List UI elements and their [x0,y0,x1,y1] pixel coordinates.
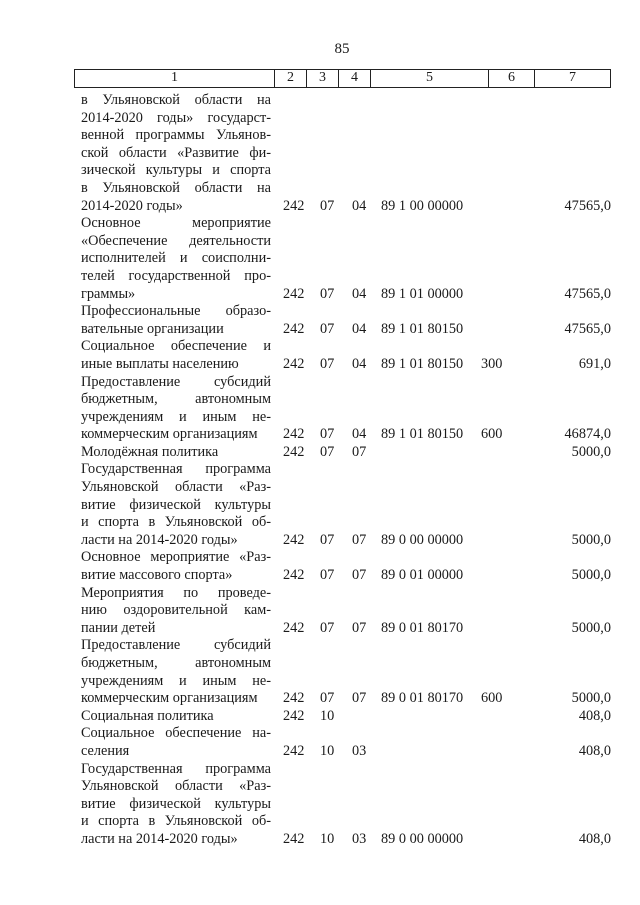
table-row [81,444,611,462]
row-codes [271,356,611,374]
amount: 5000,0 [571,567,611,584]
target-item-code: 89 0 00 00000 [381,830,464,847]
description-line: Государственная программа [81,461,271,478]
description-line: селения [81,742,130,759]
section-code: 07 [320,285,335,302]
description-line: и спорта в Ульяновской об- [81,514,271,531]
description-line: и спорта в Ульяновской об- [81,813,271,830]
description-line: Ульяновской области «Раз- [81,778,271,795]
target-item-code: 89 0 01 80170 [381,619,464,636]
admin-code: 242 [283,355,305,372]
table-row [81,549,611,584]
amount: 47565,0 [564,320,611,337]
table-row [81,338,611,373]
target-item-code: 89 1 00 00000 [381,197,464,214]
subsection-code: 04 [352,320,367,337]
amount: 5000,0 [571,531,611,548]
table-row [81,374,611,444]
table-row [81,92,611,215]
section-code: 10 [320,830,335,847]
amount: 408,0 [578,742,611,759]
row-description [81,215,271,303]
description-line: венной программы Ульянов- [81,127,271,144]
description-line: витие физической культуры [81,496,271,513]
admin-code: 242 [283,285,305,302]
admin-code: 242 [283,197,305,214]
row-description [81,637,271,707]
page-number: 85 [334,41,350,57]
description-line: 2014-2020 годы» [81,197,183,214]
table-row [81,761,611,849]
target-item-code: 89 1 01 00000 [381,285,464,302]
description-line: Ульяновской области «Раз- [81,479,271,496]
admin-code: 242 [283,619,305,636]
table-row [81,303,611,338]
admin-code: 242 [283,830,305,847]
row-description [81,725,271,760]
description-line: исполнителей и соисполни- [81,250,271,267]
row-description [81,461,271,549]
amount: 47565,0 [564,285,611,302]
description-line: нию оздоровительной кам- [81,602,271,619]
target-item-code: 89 1 01 80150 [381,426,464,443]
row-codes [271,831,611,849]
column-header-table [74,69,611,88]
subsection-code: 04 [352,426,367,443]
amount: 5000,0 [571,690,611,707]
row-description [81,303,271,338]
row-codes [271,444,611,462]
admin-code: 242 [283,690,305,707]
description-line: Основное мероприятие [81,215,271,232]
column-header-1: 1 [75,70,275,88]
subsection-code: 07 [352,619,367,636]
admin-code: 242 [283,567,305,584]
subsection-code: 07 [352,567,367,584]
description-line: Молодёжная политика [81,443,219,460]
row-codes [271,321,611,339]
target-item-code: 89 0 01 80170 [381,690,464,707]
expense-type-code: 600 [481,426,503,443]
description-line: телей государственной про- [81,267,271,284]
admin-code: 242 [283,320,305,337]
amount: 5000,0 [571,443,611,460]
row-description [81,549,271,584]
description-line: бюджетным, автономным [81,655,271,671]
expense-type-code: 600 [481,690,503,707]
row-description [81,708,271,726]
subsection-code: 03 [352,830,367,847]
description-line: пании детей [81,619,156,636]
amount: 46874,0 [564,426,611,443]
row-codes [271,620,611,638]
amount: 408,0 [578,707,611,724]
row-codes [271,690,611,708]
section-code: 07 [320,197,335,214]
amount: 5000,0 [571,619,611,636]
column-header-3: 3 [307,70,339,88]
row-codes [271,286,611,304]
table-row [81,637,611,707]
section-code: 07 [320,690,335,707]
expense-type-code: 300 [481,355,503,372]
description-line: зической культуры и спорта [81,162,271,179]
budget-table-body [81,92,611,849]
column-header-6: 6 [489,70,535,88]
section-code: 07 [320,619,335,636]
description-line: Основное мероприятие «Раз- [81,549,271,566]
subsection-code: 04 [352,355,367,372]
column-header-4: 4 [339,70,371,88]
description-line: витие физической культуры [81,795,271,812]
section-code: 07 [320,426,335,443]
target-item-code: 89 1 01 80150 [381,355,464,372]
subsection-code: 07 [352,531,367,548]
description-line: иные выплаты населению [81,355,239,372]
row-description [81,585,271,638]
description-line: ласти на 2014-2020 годы» [81,830,238,847]
description-line: в Ульяновской области на [81,92,271,108]
section-code: 07 [320,443,335,460]
description-line: ласти на 2014-2020 годы» [81,531,238,548]
amount: 47565,0 [564,197,611,214]
description-line: «Обеспечение деятельности [81,232,271,249]
admin-code: 242 [283,426,305,443]
admin-code: 242 [283,531,305,548]
table-row [81,461,611,549]
target-item-code: 89 0 00 00000 [381,531,464,548]
admin-code: 242 [283,707,305,724]
description-line: Предоставление субсидий [81,637,271,654]
description-line: бюджетным, автономным [81,391,271,408]
description-line: коммерческим организациям [81,690,258,707]
target-item-code: 89 0 01 00000 [381,567,464,584]
admin-code: 242 [283,443,305,460]
column-header-2: 2 [275,70,307,88]
row-codes [271,567,611,585]
target-item-code: 89 1 01 80150 [381,320,464,337]
row-description [81,338,271,373]
column-header-5: 5 [371,70,489,88]
description-line: Социальное обеспечение на- [81,725,271,742]
amount: 408,0 [578,830,611,847]
description-line: коммерческим организациям [81,426,258,443]
description-line: граммы» [81,285,136,302]
row-description [81,374,271,444]
description-line: учреждениям и иным не- [81,408,271,425]
row-codes [271,198,611,216]
description-line: Социальная политика [81,707,214,724]
row-description [81,444,271,462]
row-codes [271,532,611,550]
description-line: Государственная программа [81,760,271,777]
description-line: 2014-2020 годы» государст- [81,109,271,126]
description-line: витие массового спорта» [81,567,233,584]
row-codes [271,743,611,761]
subsection-code: 07 [352,443,367,460]
section-code: 07 [320,355,335,372]
section-code: 10 [320,707,335,724]
section-code: 07 [320,531,335,548]
table-row [81,725,611,760]
description-line: ской области «Развитие фи- [81,144,271,161]
description-line: Мероприятия по проведе- [81,584,271,601]
column-header-7: 7 [535,70,611,88]
row-description [81,92,271,215]
table-row [81,708,611,726]
description-line: учреждениям и иным не- [81,672,271,689]
amount: 691,0 [578,355,611,372]
description-line: в Ульяновской области на [81,179,271,196]
subsection-code: 04 [352,285,367,302]
description-line: Социальное обеспечение и [81,338,271,355]
table-row [81,215,611,303]
section-code: 10 [320,742,335,759]
subsection-code: 03 [352,742,367,759]
description-line: Предоставление субсидий [81,373,271,390]
row-codes [271,708,611,726]
subsection-code: 04 [352,197,367,214]
row-description [81,761,271,849]
subsection-code: 07 [352,690,367,707]
section-code: 07 [320,567,335,584]
admin-code: 242 [283,742,305,759]
description-line: Профессиональные образо- [81,303,271,320]
table-row [81,585,611,638]
row-codes [271,426,611,444]
section-code: 07 [320,320,335,337]
description-line: вательные организации [81,320,224,337]
